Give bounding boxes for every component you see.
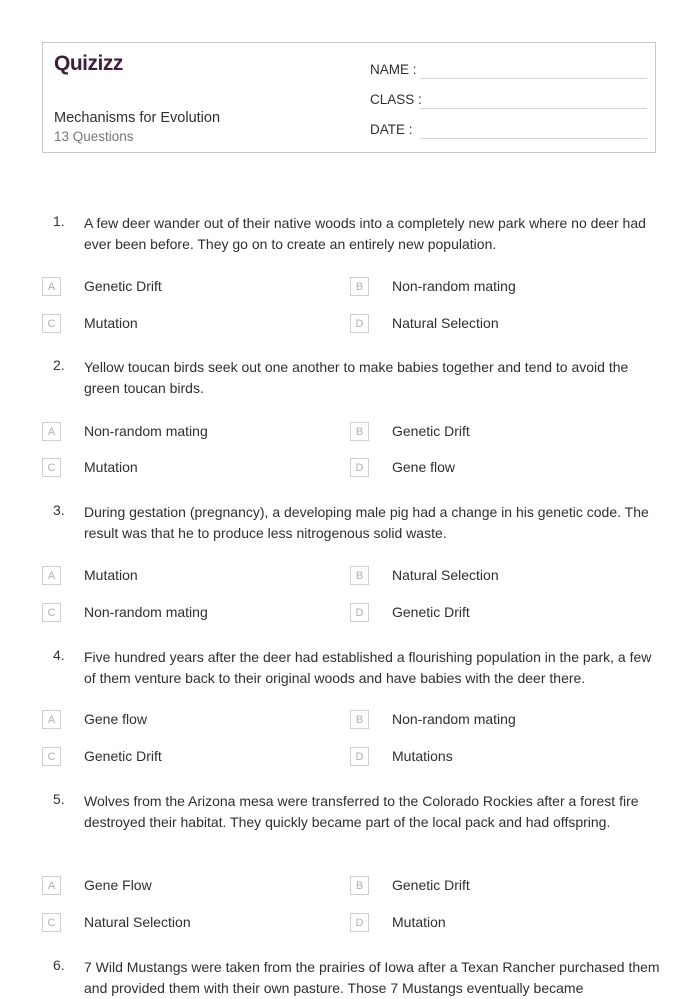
option-text: Mutation [84,315,138,331]
option-text: Genetic Drift [392,423,470,439]
option-letter: C [42,314,61,333]
option-text: Genetic Drift [392,877,470,893]
option-text: Non-random mating [392,278,516,294]
question-text: Five hundred years after the deer had established a flourishing population in the park, a few of them venture back to their original woods and have babies with the deer there. [84,649,652,686]
name-line [420,78,647,79]
option-letter: C [42,747,61,766]
option-text: Genetic Drift [392,604,470,620]
option-letter: A [42,277,61,296]
quiz-title: Mechanisms for Evolution [54,110,221,126]
question-text: 7 Wild Mustangs were taken from the prairies of Iowa after a Texan Rancher purchased them and provided them with their own pasture. Those 7 Mustangs eventually became [84,959,660,996]
question-number: 2. [53,357,65,373]
option-letter: B [350,876,369,895]
option-letter: C [42,458,61,477]
option-text: Natural Selection [84,914,191,930]
option-text: Genetic Drift [84,278,162,294]
option-text: Gene flow [392,459,456,475]
option-text: Mutation [84,567,138,583]
option-text: Non-random mating [392,711,516,727]
option-letter: D [350,314,369,333]
question-text: A few deer wander out of their native woods into a completely new park where no deer had ever been before. They go on to create an entirely new population. [84,215,646,252]
date-label: DATE : [370,122,413,137]
option-letter: C [42,913,61,932]
option-letter: A [42,710,61,729]
class-field[interactable] [370,89,647,109]
question-number: 5. [53,791,65,807]
name-label: NAME : [370,62,417,77]
option-letter: D [350,913,369,932]
option-text: Mutations [392,748,453,764]
option-text: Gene Flow [84,877,152,893]
option-letter: C [42,603,61,622]
question-number: 3. [53,502,65,518]
option-letter: B [350,710,369,729]
date-line [420,138,647,139]
option-text: Gene flow [84,711,148,727]
option-text: Mutation [392,914,446,930]
option-letter: B [350,422,369,441]
option-text: Natural Selection [392,315,499,331]
question-number: 1. [53,213,65,229]
option-letter: A [42,566,61,585]
quizizz-logo: Quizizz [54,52,123,75]
option-letter: A [42,876,61,895]
worksheet-header [42,42,656,153]
class-line [420,108,647,109]
question-text: During gestation (pregnancy), a developing male pig had a change in his genetic code. The result was that he to produce less nitrogenous solid waste. [84,504,649,541]
option-text: Mutation [84,459,138,475]
option-letter: B [350,277,369,296]
option-letter: A [42,422,61,441]
option-text: Natural Selection [392,567,499,583]
option-text: Non-random mating [84,423,208,439]
question-text: Wolves from the Arizona mesa were transferred to the Colorado Rockies after a forest fire destroyed their habitat. They quickly became part of the local pack and had offspring. [84,793,639,830]
question-text: Yellow toucan birds seek out one another to make babies together and tend to avoid the green toucan birds. [84,359,629,396]
question-count: 13 Questions [54,129,134,144]
question-number: 6. [53,957,65,973]
question-number: 4. [53,647,65,663]
option-letter: D [350,747,369,766]
name-field[interactable] [370,59,647,79]
option-letter: D [350,458,369,477]
date-field[interactable] [370,119,647,139]
class-label: CLASS : [370,92,422,107]
option-letter: B [350,566,369,585]
option-text: Genetic Drift [84,748,162,764]
option-letter: D [350,603,369,622]
option-text: Non-random mating [84,604,208,620]
